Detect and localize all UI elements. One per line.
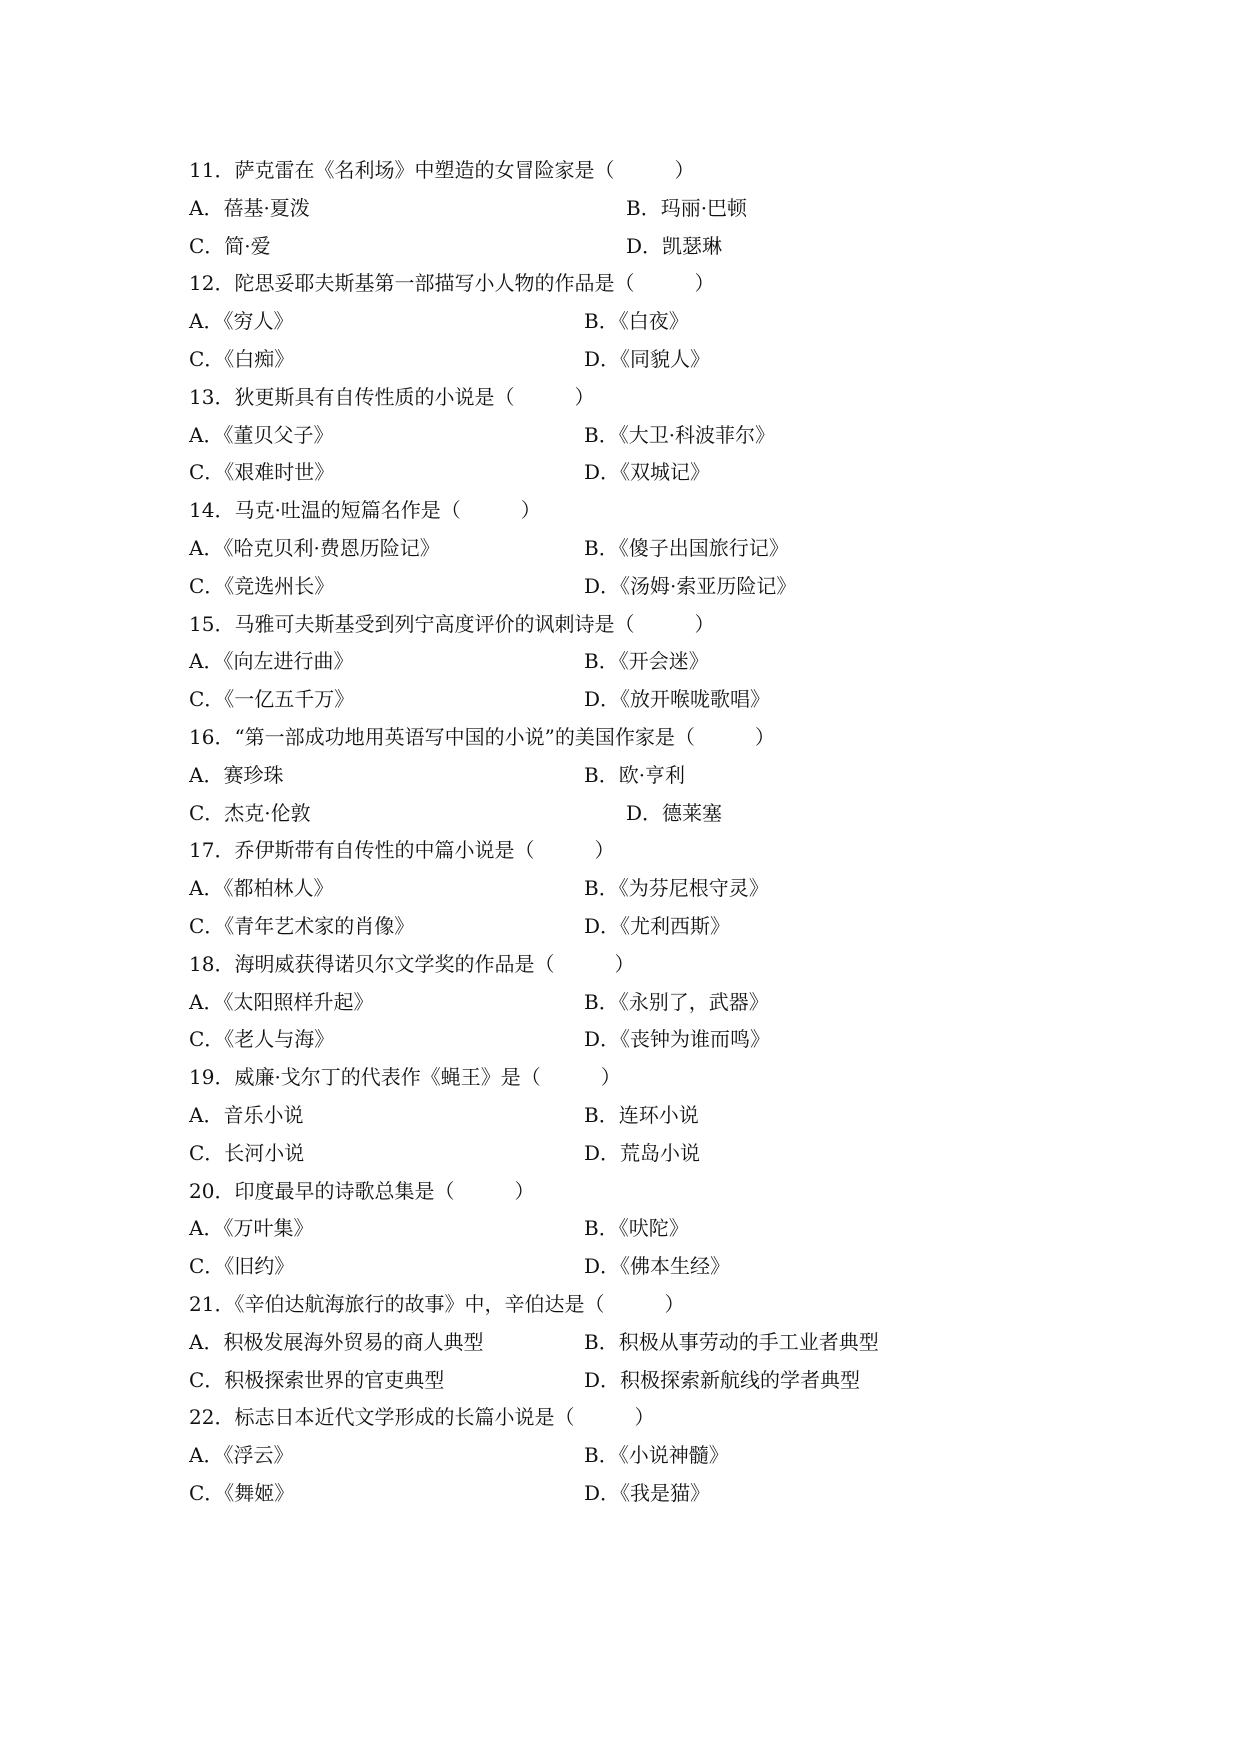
options-row <box>189 568 1089 606</box>
option-b: B．《吠陀》 <box>584 1216 689 1241</box>
options-row <box>189 1362 1089 1400</box>
options-row <box>189 908 1089 946</box>
option-a: A．《浮云》 <box>189 1443 294 1468</box>
option-a: A．《向左进行曲》 <box>189 649 354 674</box>
options-row <box>189 530 1089 568</box>
option-a: A．《哈克贝利·费恩历险记》 <box>189 535 440 560</box>
option-c: C．《老人与海》 <box>189 1027 335 1052</box>
option-b: B．玛丽·巴顿 <box>626 195 748 220</box>
option-b: B．《永别了，武器》 <box>584 989 769 1014</box>
option-a: A．《穷人》 <box>189 309 294 334</box>
option-b: B．《傻子出国旅行记》 <box>584 535 789 560</box>
option-c: C．《艰难时世》 <box>189 460 335 485</box>
options-row <box>189 1097 1089 1135</box>
option-b: B．连环小说 <box>584 1102 699 1127</box>
option-c: C．《白痴》 <box>189 346 295 371</box>
option-c: C．《旧约》 <box>189 1254 295 1279</box>
option-b: B．《开会迷》 <box>584 649 709 674</box>
question-stem: 14．马克·吐温的短篇名作是（ ） <box>189 498 541 523</box>
option-c: C．长河小说 <box>189 1140 305 1165</box>
options-row <box>189 1324 1089 1362</box>
option-d: D．《尤利西斯》 <box>584 913 731 938</box>
question-stem: 16．“第一部成功地用英语写中国的小说”的美国作家是（ ） <box>189 724 775 749</box>
option-b: B．《为芬尼根守灵》 <box>584 876 769 901</box>
option-b: B．积极从事劳动的手工业者典型 <box>584 1329 879 1354</box>
option-c: C．《一亿五千万》 <box>189 687 355 712</box>
option-a: A．蓓基·夏泼 <box>189 195 310 220</box>
question-stem: 15．马雅可夫斯基受到列宁高度评价的讽刺诗是（ ） <box>189 611 715 636</box>
option-d: D．荒岛小说 <box>584 1140 701 1165</box>
option-c: C．《青年艺术家的肖像》 <box>189 913 415 938</box>
options-row <box>189 795 1089 833</box>
question-stem: 17．乔伊斯带有自传性的中篇小说是（ ） <box>189 838 615 863</box>
option-a: A．《万叶集》 <box>189 1216 314 1241</box>
option-a: A．积极发展海外贸易的商人典型 <box>189 1329 484 1354</box>
option-c: C．杰克·伦敦 <box>189 800 311 825</box>
question-stem: 22．标志日本近代文学形成的长篇小说是（ ） <box>189 1405 655 1430</box>
options-row <box>189 984 1089 1022</box>
question-stem: 13．狄更斯具有自传性质的小说是（ ） <box>189 384 595 409</box>
option-d: D．积极探索新航线的学者典型 <box>584 1367 861 1392</box>
options-row <box>189 870 1089 908</box>
question-stem: 19．威廉·戈尔丁的代表作《蝇王》是（ ） <box>189 1065 621 1090</box>
options-row <box>189 303 1089 341</box>
question-stem: 21．《辛伯达航海旅行的故事》中，辛伯达是（ ） <box>189 1291 685 1316</box>
option-c: C．简·爱 <box>189 233 271 258</box>
option-b: B．欧·亨利 <box>584 762 686 787</box>
question-stem: 12．陀思妥耶夫斯基第一部描写小人物的作品是（ ） <box>189 271 715 296</box>
question-stem: 20．印度最早的诗歌总集是（ ） <box>189 1178 535 1203</box>
question-stem: 11．萨克雷在《名利场》中塑造的女冒险家是（ ） <box>189 158 695 182</box>
options-row <box>189 228 1089 266</box>
option-d: D．《我是猫》 <box>584 1480 711 1505</box>
options-row <box>189 1437 1089 1475</box>
option-d: D．《丧钟为谁而鸣》 <box>584 1027 771 1052</box>
options-row <box>189 1135 1089 1173</box>
option-d: D．《放开喉咙歌唱》 <box>584 687 771 712</box>
option-d: D．《汤姆·索亚历险记》 <box>584 573 797 598</box>
options-row <box>189 757 1089 795</box>
option-b: B．《小说神髓》 <box>584 1443 729 1468</box>
option-a: A．赛珍珠 <box>189 762 284 787</box>
option-c: C．积极探索世界的官吏典型 <box>189 1367 445 1392</box>
option-a: A．音乐小说 <box>189 1102 304 1127</box>
option-d: D．《佛本生经》 <box>584 1254 731 1279</box>
question-stem: 18．海明威获得诺贝尔文学奖的作品是（ ） <box>189 951 635 976</box>
option-b: B．《大卫·科波菲尔》 <box>584 422 776 447</box>
option-a: A．《太阳照样升起》 <box>189 989 374 1014</box>
options-row <box>189 681 1089 719</box>
option-d: D．凯瑟琳 <box>626 233 723 258</box>
options-row <box>189 1475 1089 1513</box>
option-d: D．《双城记》 <box>584 460 711 485</box>
option-d: D．德莱塞 <box>626 800 723 825</box>
option-a: A．《董贝父子》 <box>189 422 334 447</box>
options-row <box>189 643 1089 681</box>
options-row <box>189 1210 1089 1248</box>
options-row <box>189 1248 1089 1286</box>
options-row <box>189 417 1089 455</box>
option-c: C．《舞姬》 <box>189 1480 295 1505</box>
options-row <box>189 1021 1089 1059</box>
option-a: A．《都柏林人》 <box>189 876 334 901</box>
option-b: B．《白夜》 <box>584 309 689 334</box>
option-c: C．《竞选州长》 <box>189 573 335 598</box>
options-row <box>189 454 1089 492</box>
option-d: D．《同貌人》 <box>584 346 711 371</box>
options-row <box>189 341 1089 379</box>
options-row <box>189 190 1089 228</box>
question-list <box>189 152 1089 1513</box>
